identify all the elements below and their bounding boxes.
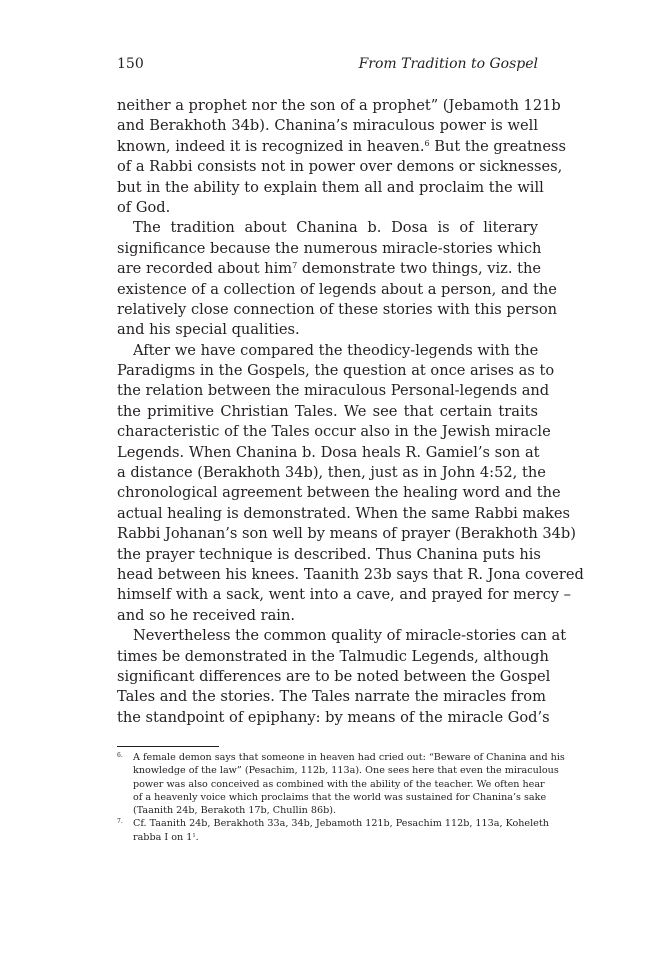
text-line: times be demonstrated in the Talmudic Legends, although bbox=[117, 647, 549, 665]
footnote-number: 7. bbox=[117, 818, 123, 826]
superscript: 1 bbox=[192, 832, 196, 839]
footnote-line: rabba I on $1^1$. bbox=[133, 831, 199, 843]
text-line: the primitive Christian Tales. We see that certain traits bbox=[117, 402, 538, 420]
text-line: The tradition about Chanina b. Dosa is of literary bbox=[133, 219, 538, 237]
footnote-separator bbox=[117, 746, 219, 747]
footnote-line: knowledge of the law” (Pesachim, 112b, 113a). One sees here that even the miraculous bbox=[133, 765, 559, 777]
body-text bbox=[117, 96, 584, 728]
running-title: From Tradition to Gospel bbox=[358, 56, 538, 72]
text-line: Nevertheless the common quality of miracle-stories can at bbox=[133, 627, 567, 645]
footnotes bbox=[117, 751, 565, 844]
text-line: known, indeed it is recognized in heaven.$^6$ But the greatness bbox=[117, 137, 566, 155]
footnote-number: 6. bbox=[117, 752, 123, 759]
text-line: and his special qualities. bbox=[117, 321, 300, 339]
text-line: After we have compared the theodicy-legends with the bbox=[133, 341, 539, 359]
text-line: chronological agreement between the healing word and the bbox=[117, 484, 561, 502]
text-line: relatively close connection of these stories with this person bbox=[117, 300, 558, 318]
text-line: but in the ability to explain them all and proclaim the will bbox=[117, 178, 544, 196]
footnote-line: power was also conceived as combined with the ability of the teacher. We often hear bbox=[133, 778, 545, 790]
footnote-line: 7. Cf. Taanith 24b, Berakhoth 33a, 34b, Jebamoth 121b, Pesachim 112b, 113a, Koheleth bbox=[117, 817, 538, 830]
text-line: a distance (Berakhoth 34b), then, just as in John 4:52, the bbox=[117, 464, 546, 482]
footnote-line: of a heavenly voice which proclaims that the world was sustained for Chanina’s sake bbox=[133, 791, 547, 803]
footnote-line: 6. A female demon says that someone in heaven had cried out: “Beware of Chanina and his bbox=[117, 751, 538, 764]
text-line: actual healing is demonstrated. When the same Rabbi makes bbox=[117, 504, 570, 522]
text-line: existence of a collection of legends about a person, and the bbox=[117, 280, 557, 298]
text-line: and Berakhoth 34b). Chanina’s miraculous power is well bbox=[117, 117, 538, 135]
page-header bbox=[117, 56, 538, 80]
text-line: significance because the numerous miracle-stories which bbox=[117, 239, 542, 257]
text-line: neither a prophet nor the son of a prophet” (Jebamoth 121b bbox=[117, 97, 561, 114]
page-number: 150 bbox=[117, 56, 144, 72]
text-line: the relation between the miraculous Personal-legends and bbox=[117, 382, 550, 400]
footnote-ref-6[interactable]: 6 bbox=[424, 138, 430, 148]
text-line: Paradigms in the Gospels, the question at once arises as to bbox=[117, 362, 555, 380]
text-line: are recorded about him$^7$ demonstrate two things, viz. the bbox=[117, 260, 542, 278]
text-line: and so he received rain. bbox=[117, 606, 296, 624]
text-line: significant differences are to be noted between the Gospel bbox=[117, 667, 551, 685]
text-line: the prayer technique is described. Thus Chanina puts his bbox=[117, 545, 541, 563]
text-line: the standpoint of epiphany: by means of the miracle God’s bbox=[117, 708, 550, 726]
text-line: himself with a sack, went into a cave, and prayed for mercy – bbox=[117, 586, 571, 604]
text-line: Legends. When Chanina b. Dosa heals R. Gamiel’s son at bbox=[117, 443, 540, 461]
text-line: characteristic of the Tales occur also in the Jewish miracle bbox=[117, 423, 551, 441]
text-line: Rabbi Johanan’s son well by means of prayer (Berakhoth 34b) bbox=[117, 525, 576, 543]
text-line: of God. bbox=[117, 198, 171, 216]
text-line: Tales and the stories. The Tales narrate the miracles from bbox=[117, 688, 546, 706]
text-line: of a Rabbi consists not in power over demons or sicknesses, bbox=[117, 158, 563, 176]
text-line: head between his knees. Taanith 23b says that R. Jona covered bbox=[117, 565, 584, 583]
footnote-line: (Taanith 24b, Berakoth 17b, Chullin 86b). bbox=[133, 805, 337, 817]
footnote-ref-7[interactable]: 7 bbox=[292, 261, 298, 271]
